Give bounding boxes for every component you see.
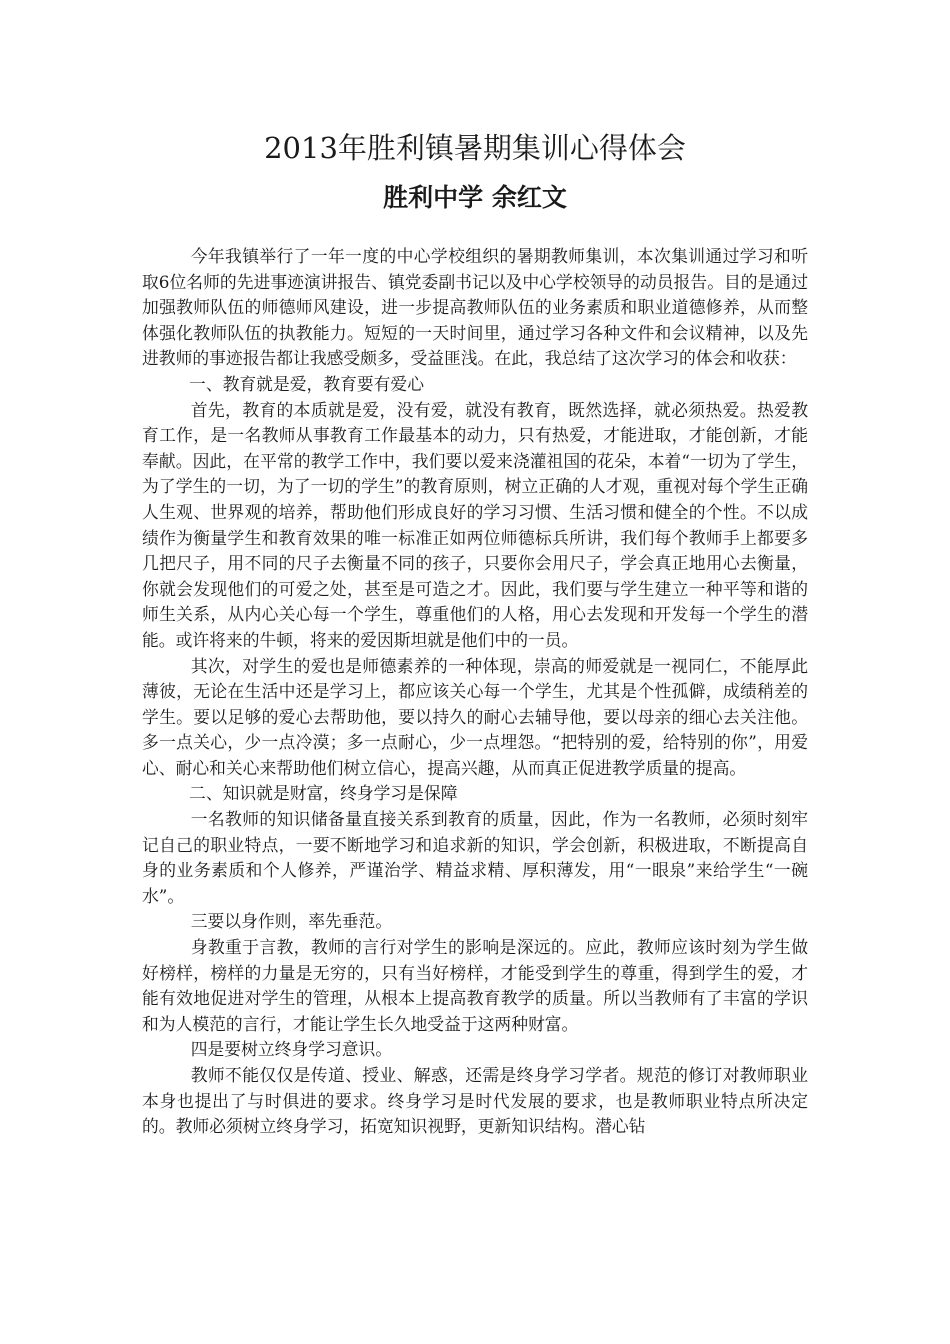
paragraph-love-2: 其次，对学生的爱也是师德素养的一种体现，崇高的师爱就是一视同仁，不能厚此薄彼，无论在生活中还是学习上，都应该关心每一个学生，尤其是个性孤僻，成绩稍差的学生。要以足够的爱心去帮助他，要以持久的耐心去辅导他，要以母亲的细心去关注他。多一点关心，少一点冷漠；多一点耐心，少一点埋怨。“把特别的爱，给特别的你”，用爱心、耐心和关心来帮助他们树立信心，提高兴趣，从而真正促进教学质量的提高。 [142,655,808,778]
section-heading-1: 一、教育就是爱，教育要有爱心 [189,373,424,394]
paragraph-love-1: 首先，教育的本质就是爱，没有爱，就没有教育，既然选择，就必须热爱。热爱教育工作，是一名教师从事教育工作最基本的动力，只有热爱，才能进取，才能创新，才能奉献。因此，在平常的教学工作中，我们要以爱来浇灌祖国的花朵，本着“一切为了学生，为了学生的一切，为了一切的学生”的教育原则，树立正确的人才观，重视对每个学生正确人生观、世界观的培养，帮助他们形成良好的学习习惯、生活习惯和健全的个性。不以成绩作为衡量学生和教育效果的唯一标准正如两位师德标兵所讲，我们每个教师手上都要多几把尺子，用不同的尺子去衡量不同的孩子，只要你会用尺子，学会真正地用心去衡量，你就会发现他们的可爱之处，甚至是可造之才。因此，我们要与学生建立一种平等和谐的师生关系，从内心关心每一个学生，尊重他们的人格，用心去发现和开发每一个学生的潜能。或许将来的牛顿，将来的爱因斯坦就是他们中的一员。 [142,399,808,650]
paragraph-example: 身教重于言教，教师的言行对学生的影响是深远的。应此，教师应该时刻为学生做好榜样，榜样的力量是无穷的，只有当好榜样，才能受到学生的尊重，得到学生的爱，才能有效地促进对学生的管理，从根本上提高教育教学的质量。所以当教师有了丰富的学识和为人模范的言行，才能让学生长久地受益于这两种财富。 [142,937,808,1034]
paragraph-lifelong-learning: 教师不能仅仅是传道、授业、解惑，还需是终身学习学者。规范的修订对教师职业本身也提出了与时俱进的要求。终身学习是时代发展的要求，也是教师职业特点所决定的。教师必须树立终身学习，拓宽知识视野，更新知识结构。潜心钻 [142,1065,808,1137]
document-body [142,244,808,1140]
paragraph-intro: 今年我镇举行了一年一度的中心学校组织的暑期教师集训，本次集训通过学习和听取6位名师的先进事迹演讲报告、镇党委副书记以及中心学校领导的动员报告。目的是通过加强教师队伍的师德师风建设，进一步提高教师队伍的业务素质和职业道德修养，从而整体强化教师队伍的执教能力。短短的一天时间里，通过学习各种文件和会议精神，以及先进教师的事迹报告都让我感受颇多，受益匪浅。在此，我总结了这次学习的体会和收获： [142,246,808,369]
section-heading-2: 二、知识就是财富，终身学习是保障 [189,783,458,804]
author-line: 胜利中学 余红文 [383,183,567,212]
section-heading-4: 四是要树立终身学习意识。 [190,1039,393,1060]
document-title: 2013年胜利镇暑期集训心得体会 [264,131,686,165]
paragraph-knowledge: 一名教师的知识储备量直接关系到教育的质量，因此，作为一名教师，必须时刻牢记自己的职业特点，一要不断地学习和追求新的知识，学会创新，积极进取，不断提高自身的业务素质和个人修养，严谨治学、精益求精、厚积薄发，用“一眼泉”来给学生“一碗水”。 [142,809,808,906]
section-heading-3: 三要以身作则，率先垂范。 [190,911,393,932]
